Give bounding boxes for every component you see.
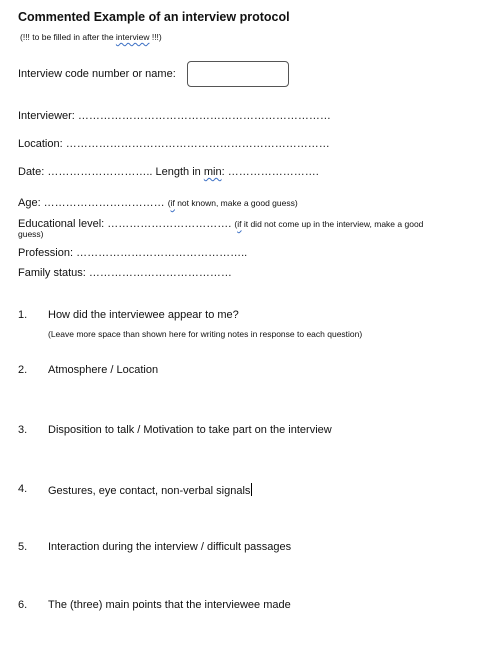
age-note-pre: ( — [167, 198, 171, 208]
education-note-pre: ( — [234, 219, 238, 229]
question-text: How did the interviewee appear to me? — [48, 309, 239, 321]
education-note-wrap: guess) — [18, 229, 44, 239]
question-text: Gestures, eye contact, non-verbal signals — [48, 485, 251, 497]
question-item-4 — [48, 483, 252, 497]
question-number: 2. — [18, 364, 28, 376]
question-text: The (three) main points that the interviewee made — [48, 599, 291, 611]
code-field-label: Interview code number or name: — [18, 68, 176, 80]
date-label: Date: ……………………….. Length in — [18, 166, 204, 178]
subtitle-word: interview — [115, 32, 150, 42]
profession-field: Profession: ……………………………………….. — [18, 247, 248, 259]
document-subtitle — [20, 32, 162, 42]
education-label: Educational level: ……………………………. — [18, 218, 235, 230]
family-status-field: Family status: ………………………………… — [18, 267, 232, 279]
question-text: Disposition to talk / Motivation to take part on the interview — [48, 424, 332, 436]
education-field — [18, 214, 423, 232]
question-text: Atmosphere / Location — [48, 364, 159, 376]
age-label: Age: …………………………… — [18, 197, 168, 209]
question-number: 3. — [18, 424, 28, 436]
subtitle-suffix: !!!) — [149, 32, 162, 42]
question-number: 1. — [18, 309, 28, 321]
location-field: Location: ……………………………………………………………… — [18, 138, 330, 150]
education-note-word: if — [237, 219, 242, 229]
age-note-post: not known, make a good guess) — [174, 198, 298, 208]
date-tail: : ……………………. — [221, 166, 319, 178]
subtitle-prefix: (!!! to be filled in after the — [20, 32, 116, 42]
interviewer-field: Interviewer: …………………………………………………………… — [18, 110, 331, 122]
date-length-field — [18, 166, 319, 178]
question-number: 4. — [18, 483, 28, 495]
document-title: Commented Example of an interview protocol — [18, 10, 290, 24]
question-text: Interaction during the interview / difficult passages — [48, 541, 292, 553]
min-word: min — [203, 166, 222, 178]
education-note-post: it did not come up in the interview, make a good — [241, 219, 424, 229]
question-number: 6. — [18, 599, 28, 611]
code-field-input[interactable] — [187, 61, 289, 87]
text-cursor — [251, 483, 252, 496]
age-field — [18, 193, 298, 211]
age-note-word: if — [170, 198, 175, 208]
question-note: (Leave more space than shown here for writing notes in response to each question) — [48, 329, 363, 339]
question-number: 5. — [18, 541, 28, 553]
